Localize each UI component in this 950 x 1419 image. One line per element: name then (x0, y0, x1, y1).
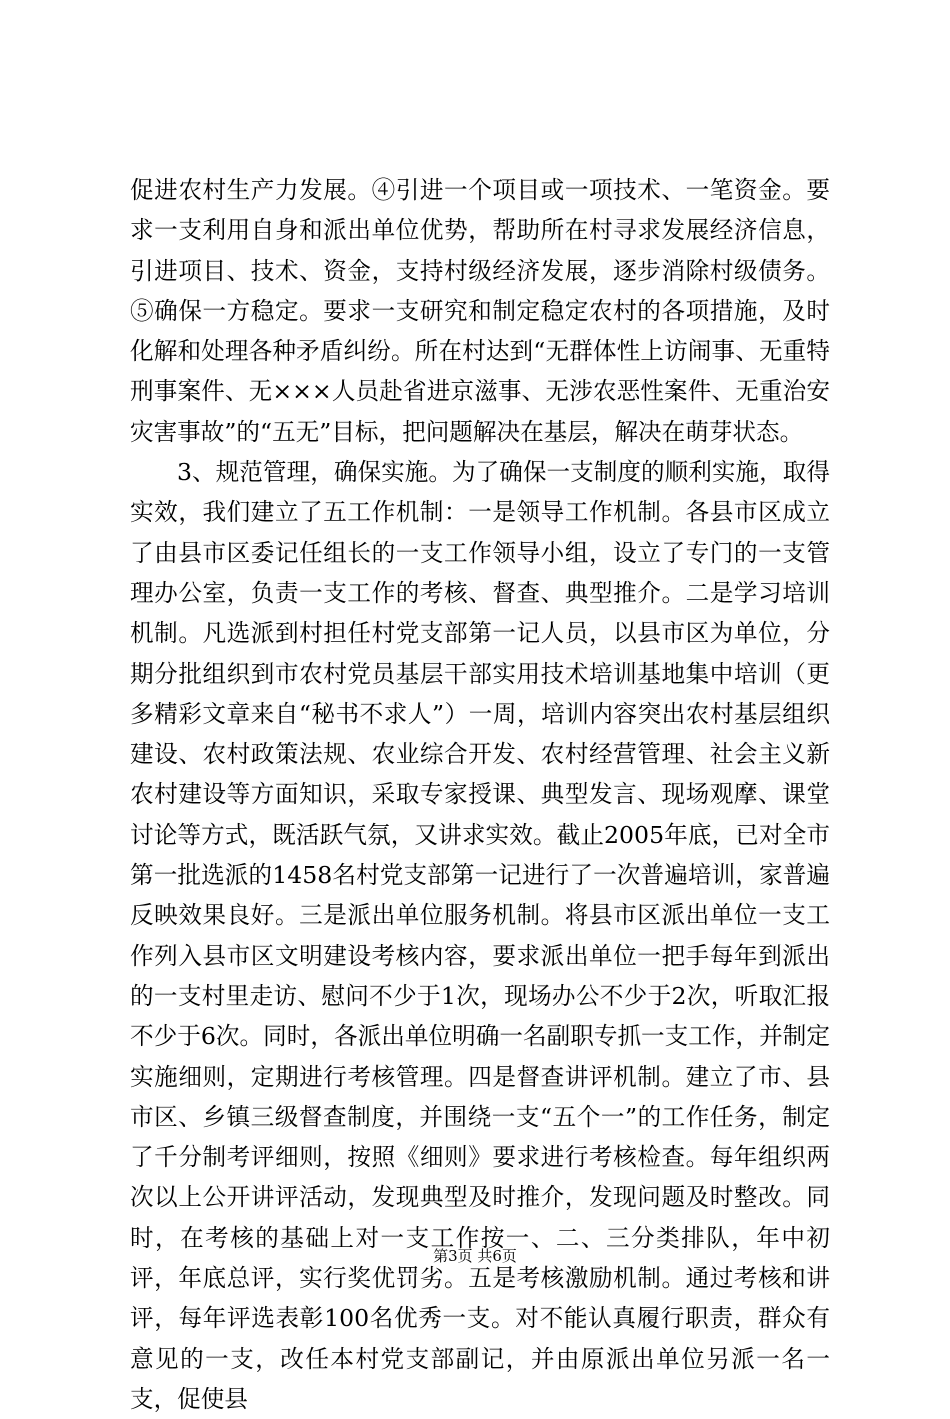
paragraph-continuation: 促进农村生产力发展。④引进一个项目或一项技术、一笔资金。要求一支利用自身和派出单位优势，帮助所在村寻求发展经济信息，引进项目、技术、资金，支持村级经济发展，逐步消除村级债务。⑤确保一方稳定。要求一支研究和制定稳定农村的各项措施，及时化解和处理各种矛盾纠纷。所在村达到“无群体性上访闹事、无重特刑事案件、无×××人员赴省进京滋事、无涉农恶性案件、无重治安灾害事故”的“五无”目标，把问题解决在基层，解决在萌芽状态。 (130, 176, 830, 446)
page-footer: 第3页 共6页 (433, 1247, 517, 1265)
paragraph-management: 3、规范管理，确保实施。为了确保一支制度的顺利实施，取得实效，我们建立了五工作机制：一是领导工作机制。各县市区成立了由县市区委记任组长的一支工作领导小组，设立了专门的一支管理办公室，负责一支工作的考核、督查、典型推介。二是学习培训机制。凡选派到村担任村党支部第一记人员，以县市区为单位，分期分批组织到市农村党员基层干部实用技术培训基地集中培训（更多精彩文章来自“秘书不求人”）一周，培训内容突出农村基层组织建设、农村政策法规、农业综合开发、农村经营管理、社会主义新农村建设等方面知识，采取专家授课、典型发言、现场观摩、课堂讨论等方式，既活跃气氛，又讲求实效。截止2005年底，已对全市第一批选派的1458名村党支部第一记进行了一次普遍培训，家普遍反映效果良好。三是派出单位服务机制。将县市区派出单位一支工作列入县市区文明建设考核内容，要求派出单位一把手每年到派出的一支村里走访、慰问不少于1次，现场办公不少于2次，听取汇报不少于6次。同时，各派出单位明确一名副职专抓一支工作，并制定实施细则，定期进行考核管理。四是督查讲评机制。建立了市、县市区、乡镇三级督查制度，并围绕一支“五个一”的工作任务，制定了千分制考评细则，按照《细则》要求进行考核检查。每年组织两次以上公开讲评活动，发现典型及时推介，发现问题及时整改。同时，在考核的基础上对一支工作按一、二、三分类排队，年中初评，年底总评，实行奖优罚劣。五是考核激励机制。通过考核和讲评，每年评选表彰100名优秀一支。对不能认真履行职责，群众有意见的一支，改任本村党支部副记，并由原派出单位另派一名一支，促使县 (130, 458, 830, 1413)
document-body (130, 170, 830, 1419)
